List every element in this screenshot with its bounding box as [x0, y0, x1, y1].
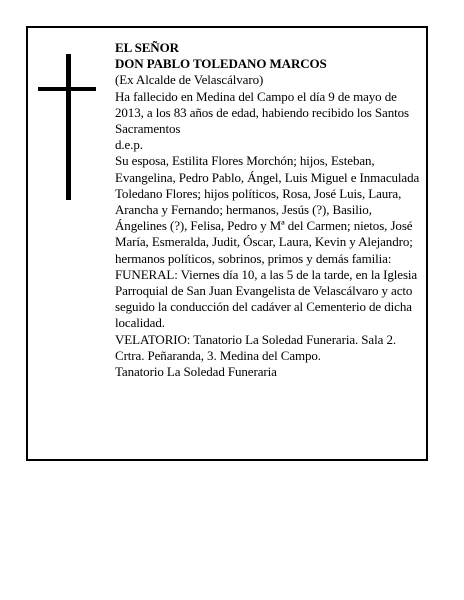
deceased-name: DON PABLO TOLEDANO MARCOS	[115, 56, 327, 72]
cross-icon	[38, 54, 96, 200]
deceased-role: (Ex Alcalde de Velascálvaro)	[115, 72, 264, 88]
cross-vertical-bar	[66, 54, 71, 200]
notice-text	[115, 40, 423, 380]
wake-info: VELATORIO: Tanatorio La Soledad Funeraria. Sala 2. Crtra. Peñaranda, 3. Medina del Campo.	[115, 331, 396, 363]
cross-horizontal-bar	[38, 87, 96, 91]
funeral-home: Tanatorio La Soledad Funeraria	[115, 364, 277, 380]
family-list: Su esposa, Estilita Flores Morchón; hijos, Esteban, Evangelina, Pedro Pablo, Ángel, Luis Miguel e Inmaculada Toledano Flores; hijos políticos, Rosa, José Luis, Laura, Arancha y Fernando; hermanos, Jesús (?), Basilio, Ángelines (?), Felisa, Pedro y Mª del Carmen; nietos, José María, Esmeralda, Judit, Óscar, Laura, Kevin y Alejandro; hermanos políticos, sobrinos, primos y demás familia:	[115, 153, 420, 266]
dep-text: d.e.p.	[115, 137, 143, 153]
obituary-notice	[26, 26, 428, 461]
death-announcement: Ha fallecido en Medina del Campo el día 9 de mayo de 2013, a los 83 años de edad, habiendo recibido los Santos Sacramentos	[115, 88, 409, 137]
notice-title: EL SEÑOR	[115, 40, 179, 55]
funeral-info: FUNERAL: Viernes día 10, a las 5 de la tarde, en la Iglesia Parroquial de San Juan Evangelista de Velascálvaro y acto seguido la conducción del cadáver al Cementerio de dicha localidad.	[115, 266, 418, 331]
